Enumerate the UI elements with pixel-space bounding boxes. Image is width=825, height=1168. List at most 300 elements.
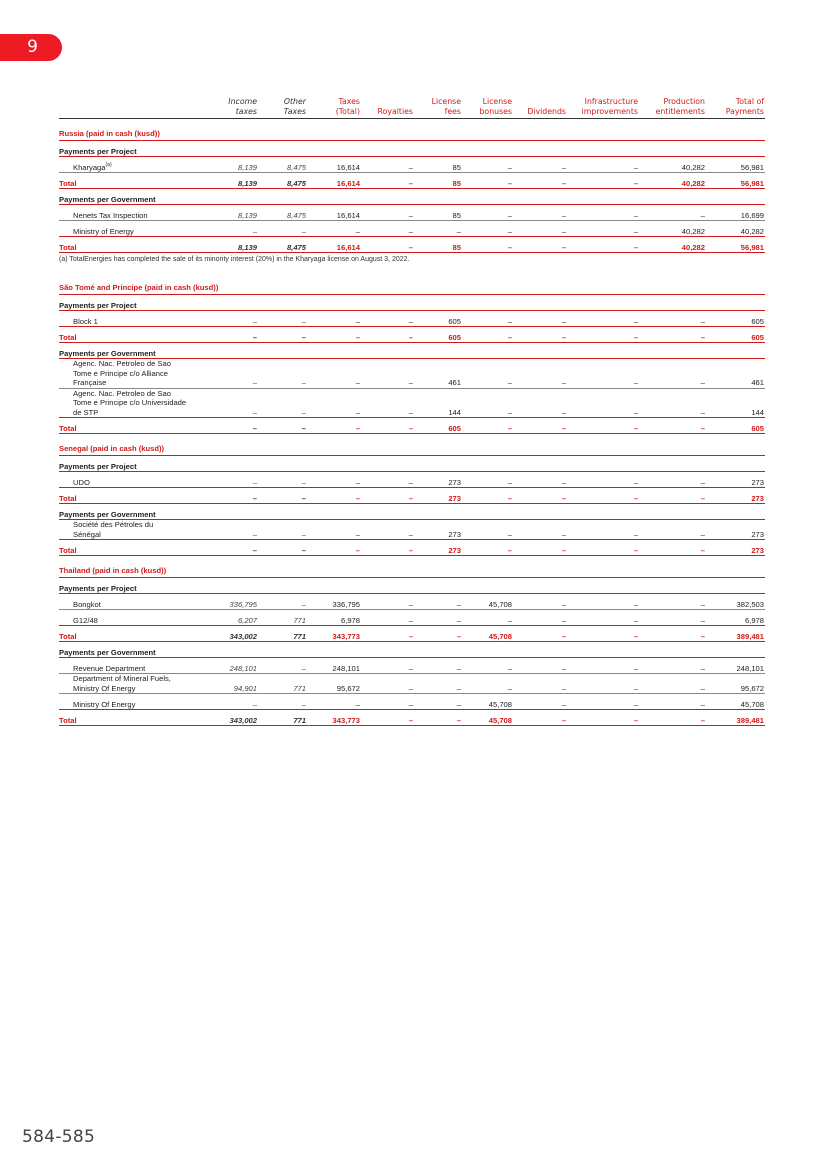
value-cell: – (408, 423, 413, 433)
value-cell: 273 (751, 545, 764, 555)
value-cell: – (456, 663, 461, 673)
value-cell: 771 (293, 715, 306, 725)
value-cell: – (700, 529, 705, 539)
column-header (639, 97, 706, 119)
value-cell: – (408, 316, 413, 326)
value-cell: – (633, 423, 638, 433)
page-range: 584-585 (22, 1127, 96, 1147)
value-cell: – (408, 493, 413, 503)
value-cell: – (633, 226, 638, 236)
value-cell: – (700, 332, 705, 342)
value-cell: 605 (751, 332, 764, 342)
value-cell: – (252, 407, 257, 417)
value-cell: – (633, 493, 638, 503)
value-cell: – (700, 378, 705, 387)
value-cell: – (252, 477, 257, 487)
row-label (59, 472, 222, 488)
value-cell: – (561, 332, 566, 342)
value-cell: 40,282 (740, 226, 764, 236)
value-cell: – (507, 529, 512, 539)
table-body (59, 119, 765, 726)
value-cell: 95,672 (336, 683, 360, 693)
row-label-line: Agenc. Nac. Petroleo de Sao (73, 359, 171, 368)
row-label-text: Total (59, 178, 77, 188)
row-label-text: Total (59, 715, 77, 725)
value-cell: – (700, 683, 705, 693)
value-cell: – (561, 477, 566, 487)
column-header (462, 97, 513, 119)
value-cell: – (252, 529, 257, 539)
value-cell: – (408, 715, 413, 725)
column-header-line: entitlements (655, 106, 705, 116)
value-cell: – (700, 663, 705, 673)
value-cell: – (700, 599, 705, 609)
country-label: São Tomé and Principe (paid in cash (kusd)) (59, 282, 219, 292)
subhead-label: Payments per Government (59, 194, 156, 204)
row-label-line: Tome e Principe c/o Universidade (73, 398, 187, 407)
value-cell: 273 (751, 529, 764, 539)
value-cell: – (633, 663, 638, 673)
value-cell: 336,795 (332, 599, 360, 609)
row-label (59, 694, 222, 710)
row-label (59, 488, 222, 504)
value-cell: 605 (448, 423, 461, 433)
value-cell: 8,475 (286, 210, 306, 220)
total-row (59, 327, 765, 343)
value-cell: 771 (293, 615, 306, 625)
value-cell: – (408, 226, 413, 236)
value-cell: – (507, 683, 512, 693)
value-cell: – (507, 378, 512, 387)
value-cell: – (561, 615, 566, 625)
value-cell: – (507, 332, 512, 342)
table-row (59, 610, 765, 626)
value-cell: 273 (448, 493, 461, 503)
column-header-line: Taxes (338, 97, 360, 106)
value-cell: 6,207 (237, 615, 257, 625)
value-cell: – (408, 378, 413, 387)
value-cell: – (355, 477, 360, 487)
value-cell: – (408, 631, 413, 641)
value-cell: 771 (293, 631, 306, 641)
value-cell: 605 (751, 316, 764, 326)
value-cell: – (252, 545, 257, 555)
value-cell: 248,101 (229, 663, 257, 673)
value-cell: 382,503 (736, 599, 764, 609)
column-header-line: Dividends (527, 106, 566, 116)
row-label (59, 674, 222, 694)
row-label (59, 710, 222, 726)
column-header (222, 97, 258, 119)
value-cell: – (633, 545, 638, 555)
value-cell: 461 (448, 378, 461, 387)
table-row (59, 157, 765, 173)
row-label-line: Tome e Principe c/o Alliance (73, 368, 168, 378)
value-cell: – (507, 615, 512, 625)
table-row (59, 674, 765, 694)
table-row (59, 359, 765, 389)
row-label-text: UDO (73, 477, 90, 487)
country-heading-row (59, 434, 765, 456)
column-header-line: License (482, 97, 512, 106)
value-cell: – (507, 242, 512, 252)
column-header (361, 97, 414, 119)
value-cell: 40,282 (681, 242, 705, 252)
value-cell: – (633, 615, 638, 625)
value-cell: – (700, 423, 705, 433)
value-cell: – (355, 226, 360, 236)
row-label-text: Kharyaga (73, 162, 106, 172)
row-label-text: Block 1 (73, 316, 98, 326)
value-cell: – (700, 631, 705, 641)
row-label-text: G12/48 (73, 615, 98, 625)
value-cell: – (633, 378, 638, 387)
total-row (59, 540, 765, 556)
value-cell: – (252, 378, 257, 387)
value-cell: 16,699 (740, 210, 764, 220)
value-cell: 16,614 (336, 210, 360, 220)
column-header-line: Income (228, 97, 257, 106)
section-subheading-row (59, 642, 765, 658)
value-cell: – (561, 699, 566, 709)
value-cell: – (408, 529, 413, 539)
value-cell: – (252, 226, 257, 236)
value-cell: 389,481 (736, 715, 764, 725)
payments-table (59, 97, 765, 726)
value-cell: – (301, 407, 306, 417)
value-cell: – (355, 699, 360, 709)
row-label (59, 658, 222, 674)
value-cell: – (408, 699, 413, 709)
column-header-line: (Total) (335, 106, 360, 116)
value-cell: 40,282 (681, 226, 705, 236)
column-header (414, 97, 462, 119)
value-cell: – (408, 545, 413, 555)
value-cell: – (301, 332, 306, 342)
column-header-line: Total of (735, 97, 764, 106)
value-cell: 273 (448, 545, 461, 555)
value-cell: 85 (452, 242, 461, 252)
value-cell: – (561, 316, 566, 326)
value-cell: 605 (448, 316, 461, 326)
column-header-line: License (431, 97, 461, 106)
value-cell: – (301, 226, 306, 236)
value-cell: – (507, 477, 512, 487)
value-cell: 605 (751, 423, 764, 433)
table-row (59, 205, 765, 221)
value-cell: 45,708 (488, 631, 512, 641)
table-row (59, 694, 765, 710)
value-cell: – (507, 316, 512, 326)
value-cell: – (301, 529, 306, 539)
value-cell: – (301, 599, 306, 609)
value-cell: – (408, 683, 413, 693)
row-label-text: Bongkot (73, 599, 101, 609)
value-cell: – (633, 178, 638, 188)
value-cell: – (561, 407, 566, 417)
column-header (567, 97, 639, 119)
column-header (706, 97, 765, 119)
section-subheading-row (59, 456, 765, 472)
value-cell: – (507, 162, 512, 172)
section-subheading-row (59, 189, 765, 205)
country-label: Thailand (paid in cash (kusd)) (59, 565, 167, 575)
footnote-row (59, 253, 765, 268)
value-cell: – (408, 210, 413, 220)
value-cell: – (700, 210, 705, 220)
value-cell: 144 (751, 407, 764, 417)
value-cell: – (252, 316, 257, 326)
row-label (59, 520, 222, 540)
section-subheading-row (59, 578, 765, 594)
value-cell: – (408, 162, 413, 172)
row-label (59, 237, 222, 253)
row-label-line: de STP (73, 407, 99, 417)
value-cell: – (507, 226, 512, 236)
value-cell: – (633, 529, 638, 539)
column-header-line: improvements (581, 106, 638, 116)
row-label-line: Sénégal (73, 529, 101, 539)
value-cell: – (408, 332, 413, 342)
value-cell: – (507, 407, 512, 417)
footnote-marker: (a) (105, 161, 112, 168)
column-header-line: bonuses (479, 106, 512, 116)
value-cell: 461 (751, 378, 764, 387)
table-header-row (59, 97, 765, 119)
value-cell: 16,614 (336, 178, 360, 188)
value-cell: 94,901 (233, 683, 257, 693)
value-cell: – (456, 683, 461, 693)
subhead-label: Payments per Project (59, 300, 137, 310)
value-cell: – (252, 423, 257, 433)
column-header-line: Royalties (377, 106, 413, 116)
value-cell: 771 (293, 683, 306, 693)
value-cell: – (355, 423, 360, 433)
total-row (59, 488, 765, 504)
country-label: Russia (paid in cash (kusd)) (59, 128, 160, 138)
value-cell: 8,475 (286, 178, 306, 188)
value-cell: – (561, 683, 566, 693)
total-row (59, 237, 765, 253)
value-cell: – (301, 477, 306, 487)
total-row (59, 173, 765, 189)
row-label-text: Nenets Tax Inspection (73, 210, 148, 220)
column-header (258, 97, 307, 119)
value-cell: – (633, 407, 638, 417)
value-cell: – (456, 599, 461, 609)
value-cell: – (355, 378, 360, 387)
value-cell: – (561, 529, 566, 539)
value-cell: 6,978 (744, 615, 764, 625)
value-cell: 343,002 (229, 631, 257, 641)
row-label-text: Ministry Of Energy (73, 699, 136, 709)
country-heading-row (59, 556, 765, 578)
row-label-line: Française (73, 378, 107, 387)
value-cell: – (456, 615, 461, 625)
value-cell: – (633, 242, 638, 252)
value-cell: 45,708 (488, 699, 512, 709)
table-row (59, 311, 765, 327)
value-cell: 605 (448, 332, 461, 342)
section-subheading-row (59, 141, 765, 157)
value-cell: 248,101 (332, 663, 360, 673)
subhead-label: Payments per Project (59, 146, 137, 156)
value-cell: 389,481 (736, 631, 764, 641)
column-header-line: fees (444, 106, 461, 116)
page-number-badge: 9 (0, 34, 62, 61)
value-cell: 40,282 (681, 178, 705, 188)
value-cell: – (561, 162, 566, 172)
row-label-line: Ministry Of Energy (73, 683, 136, 693)
value-cell: – (700, 407, 705, 417)
row-label (59, 540, 222, 556)
value-cell: 45,708 (488, 599, 512, 609)
subhead-label: Payments per Government (59, 647, 156, 657)
value-cell: – (700, 545, 705, 555)
section-subheading-row (59, 343, 765, 359)
value-cell: 273 (751, 477, 764, 487)
value-cell: – (561, 493, 566, 503)
value-cell: – (633, 316, 638, 326)
value-cell: 40,282 (681, 162, 705, 172)
table-row (59, 520, 765, 540)
value-cell: 248,101 (736, 663, 764, 673)
column-header-line: Payments (725, 106, 764, 116)
value-cell: 85 (452, 210, 461, 220)
value-cell: – (301, 423, 306, 433)
value-cell: 8,139 (237, 210, 257, 220)
row-label (59, 388, 222, 418)
value-cell: – (561, 545, 566, 555)
value-cell: – (561, 210, 566, 220)
value-cell: – (507, 493, 512, 503)
row-label-text: Total (59, 332, 77, 342)
total-row (59, 710, 765, 726)
value-cell: – (507, 663, 512, 673)
row-label-text: Ministry of Energy (73, 226, 134, 236)
table-row (59, 472, 765, 488)
total-row (59, 418, 765, 434)
table-row (59, 658, 765, 674)
column-header (513, 97, 567, 119)
value-cell: – (301, 378, 306, 387)
value-cell: – (252, 332, 257, 342)
value-cell: – (507, 210, 512, 220)
value-cell: – (408, 599, 413, 609)
row-label (59, 205, 222, 221)
value-cell: 45,708 (740, 699, 764, 709)
value-cell: – (408, 663, 413, 673)
value-cell: – (507, 423, 512, 433)
value-cell: – (561, 378, 566, 387)
value-cell: – (561, 631, 566, 641)
row-label (59, 327, 222, 343)
value-cell: – (633, 631, 638, 641)
value-cell: 336,795 (229, 599, 257, 609)
value-cell: 45,708 (488, 715, 512, 725)
value-cell: – (700, 699, 705, 709)
value-cell: – (700, 477, 705, 487)
row-label (59, 594, 222, 610)
value-cell: – (408, 615, 413, 625)
value-cell: – (456, 631, 461, 641)
value-cell: 273 (448, 477, 461, 487)
value-cell: – (408, 477, 413, 487)
value-cell: – (355, 493, 360, 503)
table-row (59, 221, 765, 237)
value-cell: – (301, 699, 306, 709)
row-label (59, 157, 222, 173)
value-cell: 95,672 (740, 683, 764, 693)
value-cell: – (633, 332, 638, 342)
row-label-line: Department of Mineral Fuels, (73, 674, 171, 683)
value-cell: – (633, 599, 638, 609)
value-cell: 8,139 (237, 242, 257, 252)
value-cell: – (252, 493, 257, 503)
value-cell: – (301, 316, 306, 326)
value-cell: – (633, 162, 638, 172)
row-label (59, 221, 222, 237)
value-cell: 56,981 (740, 162, 764, 172)
table-row (59, 388, 765, 418)
column-header-line: Production (663, 97, 705, 106)
note-label: (a) TotalEnergies has completed the sale of its minority interest (20%) in the Kharyaga license on August 3, 2022. (59, 256, 410, 264)
section-subheading-row (59, 295, 765, 311)
value-cell: – (355, 316, 360, 326)
value-cell: – (355, 529, 360, 539)
value-cell: – (561, 226, 566, 236)
value-cell: – (301, 663, 306, 673)
value-cell: 56,981 (740, 242, 764, 252)
value-cell: – (355, 545, 360, 555)
section-subheading-row (59, 504, 765, 520)
value-cell: – (408, 407, 413, 417)
value-cell: 16,614 (336, 162, 360, 172)
value-cell: – (561, 423, 566, 433)
subhead-label: Payments per Government (59, 348, 156, 358)
value-cell: – (252, 699, 257, 709)
value-cell: 16,614 (336, 242, 360, 252)
row-label-line: Agenc. Nac. Petroleo de Sao (73, 388, 171, 398)
row-label (59, 610, 222, 626)
row-label (59, 173, 222, 189)
value-cell: 343,002 (229, 715, 257, 725)
value-cell: – (507, 178, 512, 188)
value-cell: 56,981 (740, 178, 764, 188)
subhead-label: Payments per Project (59, 583, 137, 593)
value-cell: 273 (751, 493, 764, 503)
value-cell: – (456, 699, 461, 709)
column-header-line: Infrastructure (584, 97, 638, 106)
value-cell: – (700, 316, 705, 326)
value-cell: – (561, 715, 566, 725)
value-cell: 343,773 (332, 631, 360, 641)
column-header-line: Taxes (283, 106, 306, 116)
value-cell: – (561, 178, 566, 188)
row-label (59, 359, 222, 389)
value-cell: – (561, 242, 566, 252)
value-cell: – (301, 493, 306, 503)
value-cell: – (700, 615, 705, 625)
value-cell: 273 (448, 529, 461, 539)
value-cell: – (561, 663, 566, 673)
value-cell: 343,773 (332, 715, 360, 725)
value-cell: – (456, 226, 461, 236)
row-label (59, 626, 222, 642)
value-cell: – (700, 715, 705, 725)
value-cell: 85 (452, 162, 461, 172)
column-header (307, 97, 361, 119)
